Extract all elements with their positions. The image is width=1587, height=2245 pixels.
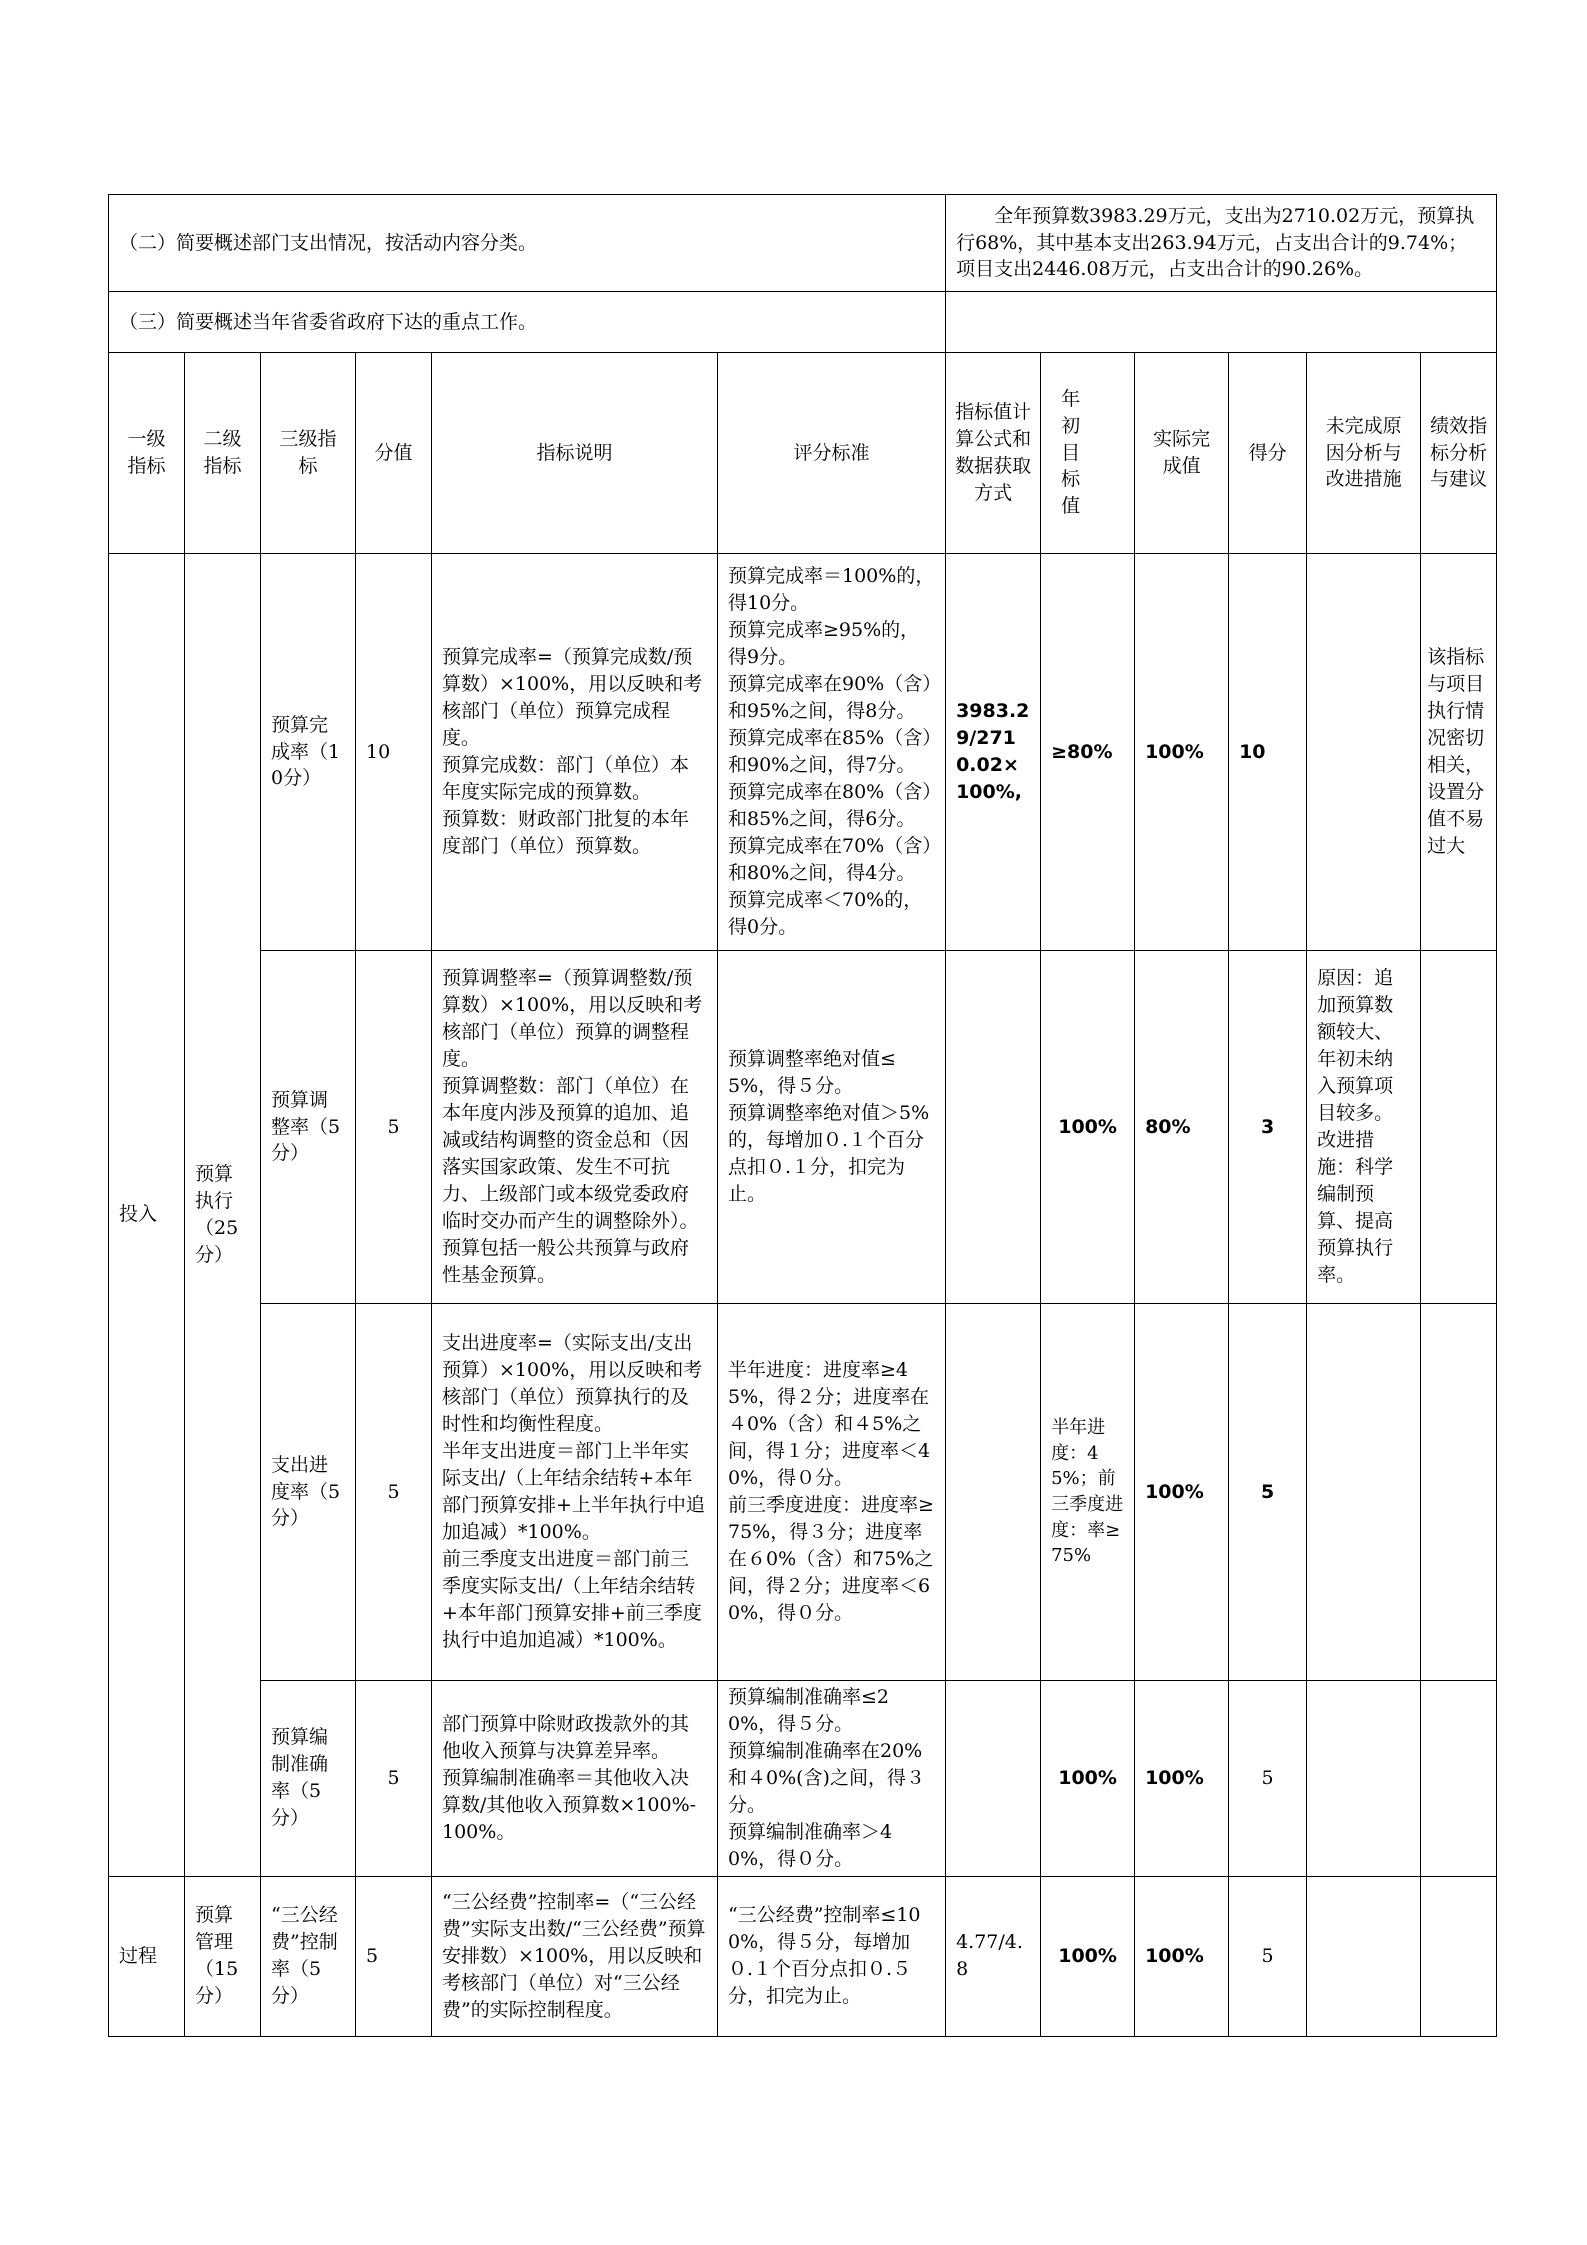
formula-cell: 4.77/4.8 <box>946 1876 1041 2036</box>
criteria-cell: 半年进度：进度率≥45%，得２分；进度率在４0%（含）和４5%之间，得１分；进度率＜40%，得０分。 前三季度进度：进度率≥75%，得３分；进度率在６0%（含）和75%之间，得２分；进度率＜60%，得０分。 <box>718 1304 946 1681</box>
actual-cell: 100% <box>1135 554 1229 951</box>
level3-cell: 预算完成率（10分） <box>261 554 356 951</box>
header-reason: 未完成原因分析与改进措施 <box>1307 353 1421 554</box>
analysis-cell <box>1421 1304 1497 1681</box>
actual-cell: 80% <box>1135 951 1229 1304</box>
target-cell: 半年进度：45%；前三季度进度：率≥75% <box>1041 1304 1135 1681</box>
analysis-cell <box>1421 1681 1497 1877</box>
intro-row-key-work <box>109 292 1497 353</box>
level3-cell: 预算调整率（5分） <box>261 951 356 1304</box>
performance-table <box>108 194 1497 2037</box>
q3-answer <box>946 292 1497 353</box>
target-cell: 100% <box>1041 1681 1135 1877</box>
header-formula: 指标值计算公式和数据获取方式 <box>946 353 1041 554</box>
intro-row-expenditure <box>109 195 1497 292</box>
criteria-cell: “三公经费”控制率≤100%，得５分，每增加０.１个百分点扣０.５分，扣完为止。 <box>718 1876 946 2036</box>
actual-cell: 100% <box>1135 1304 1229 1681</box>
analysis-cell <box>1421 1876 1497 2036</box>
formula-cell <box>946 1304 1041 1681</box>
target-cell: ≥80% <box>1041 554 1135 951</box>
description-cell: 部门预算中除财政拨款外的其他收入预算与决算差异率。 预算编制准确率＝其他收入决算数/其他收入预算数×100%-100%。 <box>432 1681 718 1877</box>
formula-cell: 3983.29/2710.02×100%, <box>946 554 1041 951</box>
header-analysis: 绩效指标分析与建议 <box>1421 353 1497 554</box>
description-cell: 预算调整率=（预算调整数/预算数）×100%，用以反映和考核部门（单位）预算的调整程度。 预算调整数：部门（单位）在本年度内涉及预算的追加、追减或结构调整的资金总和（因落实国家政策、发生不可抗力、上级部门或本级党委政府临时交办而产生的调整除外）。 预算包括一般公共预算与政府性基金预算。 <box>432 951 718 1304</box>
q2-answer: 全年预算数3983.29万元，支出为2710.02万元，预算执行68%，其中基本支出263.94万元，占支出合计的9.74%；项目支出2446.08万元，占支出合计的90.26%。 <box>946 195 1497 292</box>
reason-cell: 原因：追加预算数额较大、年初未纳入预算项目较多。改进措施：科学编制预算、提高预算执行率。 <box>1307 951 1421 1304</box>
level3-cell: 预算编制准确率（5分） <box>261 1681 356 1877</box>
criteria-cell: 预算调整率绝对值≤5%，得５分。 预算调整率绝对值＞5%的，每增加０.１个百分点扣０.１分，扣完为止。 <box>718 951 946 1304</box>
reason-cell <box>1307 1681 1421 1877</box>
table-row <box>109 1681 1497 1877</box>
description-cell: “三公经费”控制率=（“三公经费”实际支出数/“三公经费”预算安排数）×100%，用以反映和考核部门（单位）对“三公经费”的实际控制程度。 <box>432 1876 718 2036</box>
q2-label: （二）简要概述部门支出情况，按活动内容分类。 <box>109 195 946 292</box>
score-value-cell: 5 <box>356 1304 432 1681</box>
target-cell: 100% <box>1041 951 1135 1304</box>
reason-cell <box>1307 1304 1421 1681</box>
description-cell: 预算完成率=（预算完成数/预算数）×100%，用以反映和考核部门（单位）预算完成程度。 预算完成数：部门（单位）本年度实际完成的预算数。 预算数：财政部门批复的本年度部门（单位）预算数。 <box>432 554 718 951</box>
score-value-cell: 5 <box>356 1681 432 1877</box>
header-level2: 二级指标 <box>185 353 261 554</box>
header-score-value: 分值 <box>356 353 432 554</box>
analysis-cell: 该指标与项目执行情况密切相关，设置分值不易过大 <box>1421 554 1497 951</box>
q3-label: （三）简要概述当年省委省政府下达的重点工作。 <box>109 292 946 353</box>
level2-budget-management: 预算管理（15分） <box>185 1876 261 2036</box>
formula-cell <box>946 1681 1041 1877</box>
level1-process: 过程 <box>109 1876 185 2036</box>
table-row <box>109 554 1497 951</box>
header-level1: 一级指标 <box>109 353 185 554</box>
header-criteria: 评分标准 <box>718 353 946 554</box>
table-row <box>109 1304 1497 1681</box>
formula-cell <box>946 951 1041 1304</box>
analysis-cell <box>1421 951 1497 1304</box>
score-cell: 5 <box>1229 1876 1307 2036</box>
level2-budget-execution: 预算执行（25分） <box>185 554 261 1877</box>
reason-cell <box>1307 1876 1421 2036</box>
description-cell: 支出进度率=（实际支出/支出预算）×100%，用以反映和考核部门（单位）预算执行的及时性和均衡性程度。 半年支出进度＝部门上半年实际支出/（上年结余结转+本年部门预算安排+上半年执行中追加追减）*100%。 前三季度支出进度＝部门前三季度实际支出/（上年结余结转+本年部门预算安排+前三季度执行中追加追减）*100%。 <box>432 1304 718 1681</box>
header-level3: 三级指标 <box>261 353 356 554</box>
header-actual: 实际完成值 <box>1135 353 1229 554</box>
header-description: 指标说明 <box>432 353 718 554</box>
actual-cell: 100% <box>1135 1681 1229 1877</box>
score-cell: 5 <box>1229 1304 1307 1681</box>
actual-cell: 100% <box>1135 1876 1229 2036</box>
header-row <box>109 353 1497 554</box>
criteria-cell: 预算编制准确率≤20%，得５分。 预算编制准确率在20%和４0%(含)之间，得３分。 预算编制准确率＞40%，得０分。 <box>718 1681 946 1877</box>
score-value-cell: 5 <box>356 951 432 1304</box>
score-cell: 3 <box>1229 951 1307 1304</box>
criteria-cell: 预算完成率＝100%的，得10分。 预算完成率≥95%的，得9分。 预算完成率在90%（含）和95%之间，得8分。 预算完成率在85%（含）和90%之间，得7分。 预算完成率在80%（含）和85%之间，得6分。 预算完成率在70%（含）和80%之间，得4分。 预算完成率＜70%的，得0分。 <box>718 554 946 951</box>
score-cell: 5 <box>1229 1681 1307 1877</box>
table-row <box>109 951 1497 1304</box>
table-row <box>109 1876 1497 2036</box>
score-cell: 10 <box>1229 554 1307 951</box>
level3-cell: 支出进度率（5分） <box>261 1304 356 1681</box>
level1-input: 投入 <box>109 554 185 1877</box>
reason-cell <box>1307 554 1421 951</box>
level3-cell: “三公经费”控制率（5分） <box>261 1876 356 2036</box>
score-value-cell: 10 <box>356 554 432 951</box>
header-score: 得分 <box>1229 353 1307 554</box>
target-cell: 100% <box>1041 1876 1135 2036</box>
header-target: 年初目标值 <box>1041 353 1135 554</box>
score-value-cell: 5 <box>356 1876 432 2036</box>
